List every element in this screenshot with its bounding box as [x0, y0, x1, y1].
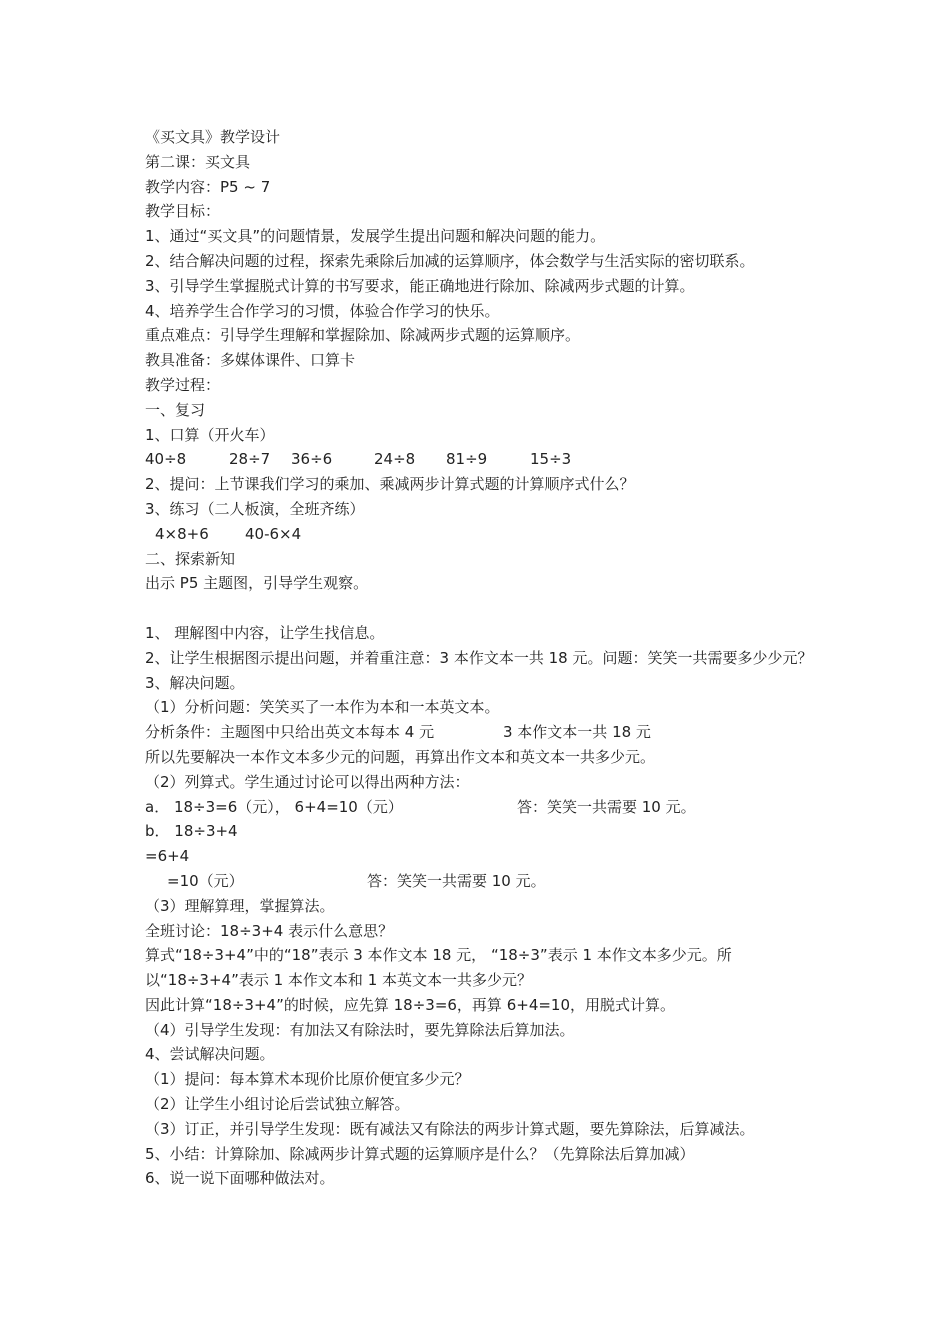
practice-row: [145, 522, 825, 547]
goal-2: 2、结合解决问题的过程，探索先乘除后加减的运算顺序，体会数学与生活实际的密切联系。: [145, 251, 755, 270]
try-3: （3）订正，并引导学生发现：既有减法又有除法的两步计算式题，要先算除法，后算减法。: [145, 1119, 755, 1138]
discussion: 全班讨论：18÷3+4 表示什么意思？: [145, 921, 394, 940]
step-2: （2）列算式。学生通过讨论可以得出两种方法：: [145, 772, 470, 791]
review-1: 1、口算（开火车）: [145, 425, 275, 444]
try-1: （1）提问：每本算术本现价比原价便宜多少元？: [145, 1070, 470, 1089]
oral-item: 15÷3: [530, 450, 572, 469]
content-line: 教学内容：P5 ~ 7: [145, 177, 271, 196]
therefore-line: 因此计算“18÷3+4”的时候，应先算 18÷3=6，再算 6+4=10，用脱式计算。: [145, 995, 676, 1014]
method-a-equation: a． 18÷3=6（元）， 6+4=10（元）: [145, 797, 403, 816]
lesson-line: 第二课：买文具: [145, 152, 251, 171]
section-2-heading: 二、探索新知: [145, 549, 236, 568]
oral-calc-row: [145, 447, 825, 472]
oral-item: 40÷8: [145, 450, 187, 469]
method-b-result-row: [145, 869, 825, 894]
condition-row: [145, 720, 825, 745]
step-4: （4）引导学生发现：有加法又有除法时，要先算除法后算加法。: [145, 1020, 575, 1039]
try-2: （2）让学生小组讨论后尝试独立解答。: [145, 1095, 410, 1114]
goal-4: 4、培养学生合作学习的习惯，体验合作学习的快乐。: [145, 301, 500, 320]
explore-6: 6、说一说下面哪种做法对。: [145, 1169, 335, 1188]
goal-3: 3、引导学生掌握脱式计算的书写要求，能正确地进行除加、除减两步式题的计算。: [145, 276, 695, 295]
method-a-row: [145, 795, 825, 820]
process-heading: 教学过程：: [145, 375, 221, 394]
formula-explanation: 算式“18÷3+4”中的“18”表示 3 本作文本 18 元， “18÷3”表示 1 本作文本多少元。所以“18÷3+4”表示 1 本作文本和 1 本英文本一共多少元？: [145, 946, 732, 990]
so-line: 所以先要解决一本作文本多少元的问题，再算出作文本和英文本一共多少元。: [145, 747, 656, 766]
explore-4: 4、尝试解决问题。: [145, 1045, 275, 1064]
materials: 教具准备：多媒体课件、口算卡: [145, 351, 356, 370]
method-a-answer: 答：笑笑一共需要 10 元。: [517, 797, 696, 816]
summary: 5、小结：计算除加、除减两步计算式题的运算顺序是什么？（先算除法后算加减）: [145, 1144, 695, 1163]
explore-1: 1、 理解图中内容，让学生找信息。: [145, 623, 385, 642]
condition-a: 分析条件：主题图中只给出英文本每本 4 元: [145, 723, 435, 742]
method-b-result: =10（元）: [167, 871, 244, 890]
practice-item: 4×8+6: [155, 524, 209, 543]
practice-item: 40-6×4: [245, 524, 302, 543]
step-1: （1）分析问题：笑笑买了一本作为本和一本英文本。: [145, 698, 500, 717]
oral-item: 24÷8: [374, 450, 416, 469]
method-b-step: =6+4: [145, 847, 190, 866]
review-2: 2、提问：上节课我们学习的乘加、乘减两步计算式题的计算顺序式什么？: [145, 475, 635, 494]
goal-1: 1、通过“买文具”的问题情景，发展学生提出问题和解决问题的能力。: [145, 227, 606, 246]
goals-heading: 教学目标：: [145, 202, 221, 221]
condition-b: 3 本作文本一共 18 元: [503, 723, 651, 742]
explore-2: 2、让学生根据图示提出问题，并着重注意：3 本作文本一共 18 元。问题：笑笑一共需要多少少元？: [145, 648, 813, 667]
section-1-heading: 一、复习: [145, 400, 206, 419]
oral-item: 81÷9: [446, 450, 488, 469]
key-points: 重点难点：引导学生理解和掌握除加、除减两步式题的运算顺序。: [145, 326, 581, 345]
review-3: 3、练习（二人板演，全班齐练）: [145, 499, 365, 518]
method-b-answer: 答：笑笑一共需要 10 元。: [367, 871, 546, 890]
document-body: [145, 125, 825, 1191]
oral-item: 28÷7: [229, 450, 271, 469]
oral-item: 36÷6: [291, 450, 333, 469]
show-picture: 出示 P5 主题图，引导学生观察。: [145, 574, 369, 593]
method-b-equation: b． 18÷3+4: [145, 822, 238, 841]
doc-title: 《买文具》教学设计: [145, 128, 281, 146]
explore-3: 3、解决问题。: [145, 673, 245, 692]
blank-line: [145, 596, 825, 621]
step-3: （3）理解算理，掌握算法。: [145, 896, 335, 915]
